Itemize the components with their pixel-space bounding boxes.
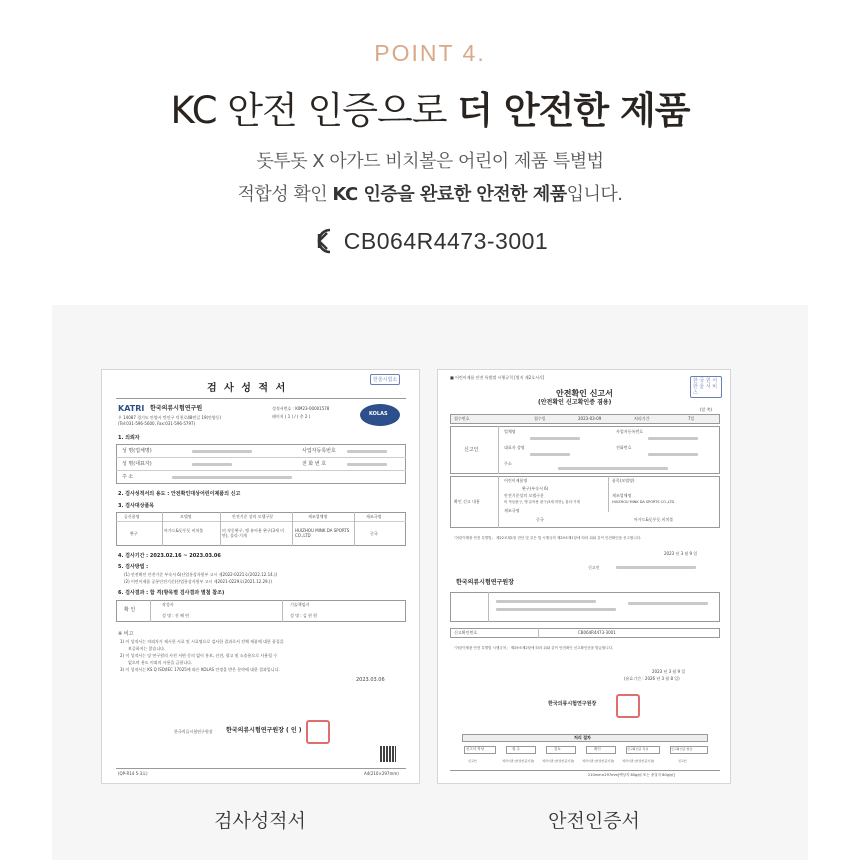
owner-3: 처리기관 (안전인증기관): [542, 759, 575, 763]
kc-mark-icon: [312, 226, 334, 256]
row-phone: 전 화 번 호: [302, 461, 327, 467]
col-origin: 제조국명: [366, 514, 382, 519]
f-model-val: 비 작동완구, 앵 유아용 완구(3세 미만), 물리·기계: [504, 500, 580, 504]
step-3: 검토: [554, 747, 561, 751]
note-2: 2) 이 성적서는 당 연구원의 사전 서면 동의 없이 홍보, 선전, 광고 및 소송용으로 사용될 수: [120, 653, 278, 658]
cert-seal: [616, 694, 640, 718]
report-tel: (Tel:031-596-5600, Fax:031-596-5797): [118, 421, 196, 426]
cert-stamp: 한 국 원 서 한 울 서 비 스: [690, 376, 722, 398]
cell-origin: 중국: [370, 531, 378, 536]
caption-test-report: 검사성적서: [214, 810, 306, 832]
qr-code: [380, 746, 396, 762]
writer-name: 성 명 : 진 혜 련: [162, 613, 190, 618]
step-4: 확인: [594, 747, 601, 751]
note-1: 1) 이 성적서는 의뢰자가 제시한 시료 및 시료명으로 검사한 결과로서 전체 제품에 대한 품질을: [120, 639, 284, 644]
sub-line-2: [0, 180, 860, 206]
owner-4: 처리기관 (안전인증기관): [582, 759, 615, 763]
issuer: 한국의류시험연구원장: [548, 701, 597, 707]
cell-category: 완구: [130, 531, 138, 536]
cert-subtitle: (안전확인 신고확인증 겸용): [538, 399, 612, 406]
approver-name: 성 명 : 김 현 원: [290, 613, 318, 618]
footer-left: (QP-R14 5-3호): [118, 771, 148, 776]
test-report-document: [101, 369, 420, 784]
cert-footer: 210mm×297mm[백상지 80g/㎡ 또는 중질지 80g/㎡]: [588, 773, 675, 777]
signer: 한국의류시험연구원장 ( 인 ): [226, 727, 302, 734]
section-2: 2. 검사성적서의 용도 : 안전확인대상어린이제품의 신고: [118, 491, 241, 497]
receipt-no: 접수번호: [454, 416, 470, 421]
procedure-title: 처리 절차: [574, 735, 591, 740]
f-item-val: 아가드&돗투돗 비치볼: [634, 517, 674, 522]
receipt-date: 접수일: [534, 416, 546, 421]
writer-label: 작성자: [162, 602, 174, 607]
note-2b: 없으며 용도 이외의 사용을 금합니다.: [128, 660, 193, 665]
signer-title: 한국의류시험연구원장: [174, 729, 213, 734]
report-address: 우 14087 경기도 안양시 만안구 덕천로48번길 19(안양동): [118, 415, 222, 420]
report-title: 검 사 성 적 서: [207, 383, 288, 394]
report-page: 페이지 ( 1 ) / ( 총 2 ): [272, 414, 311, 419]
kc-certification: [0, 226, 860, 256]
owner-5: 처리기관 (안전인증기관): [622, 759, 655, 763]
section-4: 4. 검사기간 : 2023.02.16 ~ 2023.03.06: [118, 553, 221, 559]
sub-line-2-pre: 적합성 확인: [237, 184, 328, 205]
section-1: 1. 의뢰자: [118, 435, 140, 441]
col-model: 모델명: [180, 514, 192, 519]
report-seal: [306, 720, 330, 744]
cert-title: 안전확인 신고서: [556, 389, 613, 398]
head-title: 한국의류시험연구원장: [456, 579, 514, 586]
receipt-date-val: 2023-03-09: [578, 416, 602, 421]
f-bizno: 사업자등록번호: [616, 429, 644, 434]
f-item: 품목(모델명): [612, 478, 635, 483]
declaration: 「어린이제품 안전 특별법」 제22조제1항 전단 및 같은 법 시행규칙 제29조제1항에 따라 위와 같이 안전확인을 신고합니다.: [452, 536, 642, 540]
f-addr: 주소: [504, 461, 512, 466]
step-2: 접 수: [512, 747, 520, 751]
process-days: 7일: [688, 416, 695, 421]
col-maker: 제조업체명: [308, 514, 328, 519]
katri-logo: KATRI: [118, 404, 145, 413]
report-number: 성적서번호 : KIM23-00001578: [272, 406, 330, 411]
headline-light: KC 안전 인증으로: [170, 89, 447, 132]
hero-section: [0, 0, 860, 305]
sub-line-2-post: 입니다.: [566, 184, 623, 205]
confirm-label: 확 인: [124, 607, 136, 613]
confirm-text: 「어린이제품 안전 특별법 시행규칙」 제29조제2항에 따라 위와 같이 안전확인 신고확인증을 발급합니다.: [452, 646, 614, 650]
cert-no: CB064R4473-3001: [578, 630, 616, 635]
section-6: 6. 검사결과 : 합 격(항목별 검사결과 별첨 참조): [118, 590, 225, 596]
f-phone: 전화번호: [616, 445, 632, 450]
row-ceo: 성 명(대표자): [122, 461, 152, 467]
method-1: (1) 안전확인 안전기준 부속서 6(산업통상자원부 고시 제2022-0221호(2022.12.14.)): [124, 572, 278, 577]
f-ceo: 대표자 성명: [504, 445, 525, 450]
footer-right: A4(210×297mm): [364, 771, 399, 776]
owner-1: 신고인: [468, 759, 477, 763]
valid-date: (유효기간 : 2026 년 3 월 8 일): [624, 676, 680, 681]
sub-line-1: 돗투돗 X 아가드 비치볼은 어린이 제품 특별법: [256, 151, 604, 172]
step-5: 신고확인증 작성: [627, 747, 649, 751]
sub-line-2-bold: KC 인증을 완료한 안전한 제품: [332, 184, 567, 205]
cell-model: 아가드&돗투돗 비치볼: [164, 528, 204, 533]
section-3: 3. 검사대상품목: [118, 503, 155, 509]
cert-no-label: 신고확인번호: [454, 630, 478, 635]
kc-code: CB064R4473-3001: [343, 227, 549, 254]
step-1: 신고서 작성: [466, 747, 485, 751]
method-2: (2) 어린이제품 공통안전기준(산업통상자원부 고시 제2021-0229호(2021.12.29.)): [124, 579, 272, 584]
row-addr: 주 소: [122, 474, 134, 480]
kolas-label: KOLAS: [369, 411, 388, 417]
product-section: 확인 신고 내용: [454, 499, 480, 504]
f-maker-val: HUIZHOU MINK DA SPORTS CO.,LTD: [612, 500, 675, 504]
applicant-label: 신고인: [464, 447, 479, 453]
approver-label: 기술책임자: [290, 602, 310, 607]
cell-maker: HUIZHOU MINK DA SPORTS CO.,LTD: [295, 528, 350, 539]
f-product: 어린이제품명: [504, 478, 528, 483]
owner-2: 처리기관 (안전인증기관): [502, 759, 535, 763]
note-1b: 보증하지는 않습니다.: [128, 646, 166, 651]
headline-bold: 더 안전한 제품: [457, 89, 690, 132]
issue-date: 2023 년 3 월 9 일: [652, 669, 686, 674]
section-5: 5. 검사방법 :: [118, 564, 149, 570]
cert-front-label: (앞 쪽): [700, 407, 713, 412]
headline: [0, 80, 860, 134]
f-country-val: 중국: [536, 517, 544, 522]
cell-material: 비 작동완구, 앵 유아용 완구(3세 미만), 물리·기계: [222, 528, 284, 539]
step-6: 신고확인증 발급: [671, 747, 693, 751]
row-company: 성 명(업체명): [122, 448, 152, 454]
col-material: 안전기준 상의 모델구분: [232, 514, 274, 519]
point-label: POINT 4.: [374, 40, 486, 66]
process-period: 처리기간: [634, 416, 650, 421]
decl-signer: 신고인: [588, 565, 600, 570]
f-company: 업체명: [504, 429, 516, 434]
caption-safety-cert: 안전인증서: [548, 810, 640, 832]
report-org: 한국의류시험연구원: [150, 405, 203, 412]
f-product-val: 완구(부속서 6): [522, 486, 549, 491]
report-stamp: 한울시험소: [370, 374, 400, 385]
col-category: 공산품명: [124, 514, 140, 519]
f-maker: 제조업체명: [612, 493, 632, 498]
notes-title: ※ 비고: [118, 631, 134, 637]
owner-6: 신고인: [678, 759, 687, 763]
f-model: 안전기준상의 모델구분: [504, 493, 544, 498]
safety-cert-document: [437, 369, 731, 784]
f-country: 제조국명: [504, 508, 520, 513]
note-3: 3) 이 성적서는 KS Q ISO/IEC 17025에 따른 KOLAS 인정을 받은 분야에 대한 결과입니다.: [120, 667, 280, 672]
row-bizno: 사업자등록번호: [302, 448, 336, 454]
decl-date: 2023 년 3 월 9 일: [664, 551, 698, 556]
report-date: 2023.03.06: [356, 677, 385, 683]
cert-header-note: ■ 어린이제품 안전 특별법 시행규칙 [별지 제2호서식]: [450, 375, 545, 380]
